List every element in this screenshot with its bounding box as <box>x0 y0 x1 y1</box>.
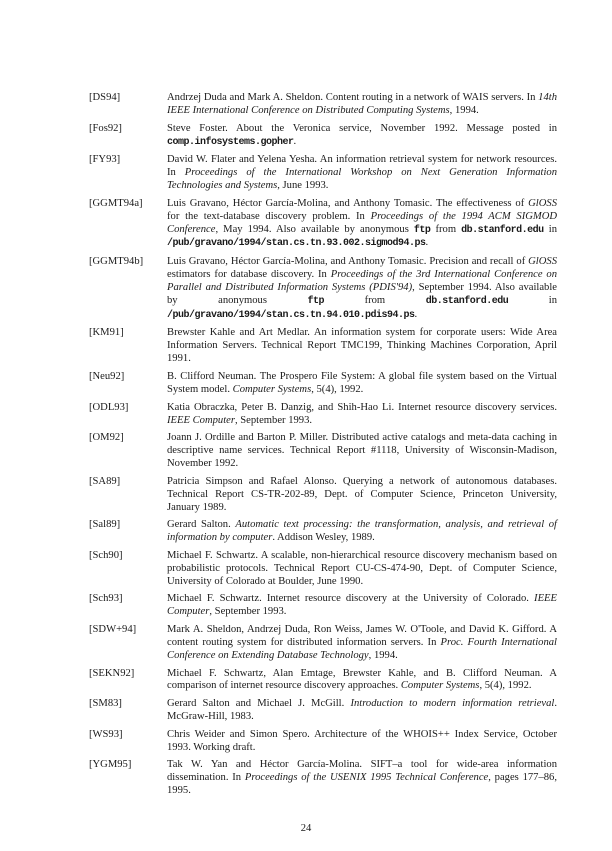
text-segment: Andrzej Duda and Mark A. Sheldon. Content routing in a network of WAIS servers. In <box>167 92 539 103</box>
text-segment: , 1994. <box>449 104 479 116</box>
reference-label: [Neu92] <box>89 371 125 382</box>
reference-entry <box>89 154 557 193</box>
reference-label: [FY93] <box>89 154 121 166</box>
italic-text: Proceedings of the International Workshop on Next Generation Information Technologies and Systems <box>167 167 557 192</box>
reference-text <box>167 402 557 428</box>
reference-label: [GGMT94a] <box>89 197 143 209</box>
reference-text <box>167 668 557 694</box>
reference-text <box>167 92 557 118</box>
reference-entry <box>89 550 557 589</box>
italic-text: IEEE Computer <box>167 593 557 618</box>
text-segment: Steve Foster. About the Veronica service, November 1992. Message posted in <box>167 122 557 134</box>
text-segment: , September 1993. <box>209 606 287 618</box>
reference-text <box>167 729 557 755</box>
italic-text: GlOSS <box>528 197 557 209</box>
text-segment: Michael F. Schwartz. A scalable, non-hierarchical resource discovery mechanism based on probabilistic protocols. Technical Report CU-CS-474-90, Dept. of Computer Science, University of Colorado at Boulder, June 1990. <box>167 549 557 587</box>
reference-entry <box>89 256 557 323</box>
reference-label: [WS93] <box>89 728 123 740</box>
reference-label: [SEKN92] <box>89 667 135 679</box>
italic-text: Introduction to modern information retrieval <box>350 698 555 710</box>
monospace-text: /pub/gravano/1994/stan.cs.tn.94.010.pdis94.ps <box>167 309 415 321</box>
text-segment: Luis Gravano, Héctor García-Molina, and Anthony Tomasic. The effectiveness of <box>167 197 529 209</box>
text-segment: Joann J. Ordille and Barton P. Miller. Distributed active catalogs and meta-data caching in descriptive name services. Technical Report #1118, University of Wisconsin-Madison, November 1992. <box>167 432 557 470</box>
reference-label: [SM83] <box>89 698 122 710</box>
reference-text <box>167 624 557 663</box>
reference-text <box>167 371 557 397</box>
text-segment: . McGraw-Hill, 1983. <box>167 698 557 723</box>
reference-label: [GGMT94b] <box>89 256 144 268</box>
italic-text: Computer Systems <box>232 383 312 395</box>
text-segment: Michael F. Schwartz, Alan Emtage, Brewster Kahle, and B. Clifford Neuman. A comparison of internet resource discovery approaches. <box>167 667 557 692</box>
text-segment: estimators for database discovery. In <box>167 269 331 281</box>
reference-entry <box>89 432 557 471</box>
references-list <box>89 92 557 798</box>
reference-text <box>167 123 557 150</box>
text-segment: , May 1994. Also available by anonymous <box>215 223 414 235</box>
reference-text <box>167 432 557 471</box>
reference-label: [Fos92] <box>89 122 122 134</box>
reference-text <box>167 198 557 252</box>
reference-entry <box>89 519 557 545</box>
monospace-text: ftp <box>307 295 325 307</box>
text-segment: Patricia Simpson and Rafael Alonso. Querying a network of autonomous databases. Technical Report CS-TR-202-89, Dept. of Computer Science, Princeton University, January 1989. <box>167 475 557 513</box>
monospace-text: db.stanford.edu <box>461 224 544 236</box>
italic-text: Proceedings of the USENIX 1995 Technical Conference <box>244 772 489 784</box>
reference-label: [Sch93] <box>89 593 123 605</box>
text-segment: . <box>414 308 418 320</box>
reference-entry <box>89 624 557 663</box>
text-segment: from <box>324 294 426 306</box>
reference-entry <box>89 759 557 798</box>
reference-text <box>167 256 557 323</box>
reference-text <box>167 154 557 193</box>
text-segment: , 5(4), 1992. <box>311 383 364 395</box>
reference-text <box>167 698 557 724</box>
reference-entry <box>89 668 557 694</box>
italic-text: Computer Systems <box>400 680 480 692</box>
reference-entry <box>89 698 557 724</box>
reference-entry <box>89 729 557 755</box>
reference-label: [OM92] <box>89 432 124 444</box>
italic-text: GlOSS <box>528 256 557 268</box>
text-segment: Luis Gravano, Héctor García-Molina, and Anthony Tomasic. Precision and recall of <box>167 256 529 268</box>
text-segment: from <box>430 223 462 235</box>
text-segment: for the text-database discovery problem. In <box>167 210 371 222</box>
text-segment: . Addison Wesley, 1989. <box>272 532 375 544</box>
text-segment: , September 1994. Also available by anonymous <box>167 281 557 306</box>
text-segment: Tak W. Yan and Héctor García-Molina. SIFT–a tool for wide-area information dissemination. In <box>167 759 557 784</box>
monospace-text: comp.infosystems.gopher <box>167 136 294 148</box>
italic-text: 14th IEEE International Conference on Distributed Computing Systems <box>167 92 557 116</box>
page-number: 24 <box>300 823 312 835</box>
reference-entry <box>89 476 557 515</box>
text-segment: Mark A. Sheldon, Andrzej Duda, Ron Weiss, James W. O'Toole, and David K. Gifford. A content routing system for distributed information servers. In <box>167 623 557 648</box>
reference-label: [DS94] <box>89 92 121 103</box>
reference-entry <box>89 593 557 619</box>
text-segment: in <box>508 294 557 306</box>
text-segment: Gerard Salton and Michael J. McGill. <box>167 698 351 710</box>
text-segment: , pages 177–86, 1995. <box>167 772 557 797</box>
monospace-text: db.stanford.edu <box>425 295 509 307</box>
reference-text <box>167 476 557 515</box>
italic-text: IEEE Computer <box>167 414 235 426</box>
text-segment: Katia Obraczka, Peter B. Danzig, and Shih-Hao Li. Internet resource discovery services. <box>167 401 557 413</box>
reference-label: [ODL93] <box>89 401 129 413</box>
text-segment: , 1994. <box>368 649 398 661</box>
text-segment: Chris Weider and Simon Spero. Architecture of the WHOIS++ Index Service, October 1993. Working draft. <box>167 728 557 753</box>
reference-entry <box>89 92 557 118</box>
text-segment: , June 1993. <box>277 180 329 192</box>
reference-label: [Sal89] <box>89 519 121 531</box>
text-segment: . <box>293 135 297 147</box>
reference-entry <box>89 402 557 428</box>
reference-label: [Sch90] <box>89 549 123 561</box>
italic-text: Automatic text processing: the transformation, analysis, and retrieval of information by computer <box>167 519 558 544</box>
reference-text <box>167 550 557 589</box>
italic-text: Proceedings of the 1994 ACM SIGMOD Conference <box>167 210 557 235</box>
reference-text <box>167 593 557 619</box>
reference-entry <box>89 198 557 252</box>
text-segment: . <box>425 237 429 249</box>
text-segment: , September 1993. <box>234 414 313 426</box>
reference-text <box>167 519 557 545</box>
text-segment: Gerard Salton. <box>167 519 236 531</box>
reference-entry <box>89 123 557 150</box>
reference-text <box>167 759 557 798</box>
monospace-text: /pub/gravano/1994/stan.cs.tn.93.002.sigmod94.ps <box>167 238 426 250</box>
text-segment: , 5(4), 1992. <box>479 680 532 692</box>
monospace-text: ftp <box>413 224 431 236</box>
reference-label: [SA89] <box>89 475 121 487</box>
text-segment: B. Clifford Neuman. The Prospero File System: A global file system based on the Virtual System model. <box>167 371 557 395</box>
reference-entry <box>89 371 557 397</box>
text-segment: David W. Flater and Yelena Yesha. An information retrieval system for network resources. In <box>167 154 557 179</box>
text-segment: Michael F. Schwartz. Internet resource discovery at the University of Colorado. <box>167 593 535 605</box>
reference-label: [SDW+94] <box>89 623 137 635</box>
reference-label: [KM91] <box>89 327 124 339</box>
italic-text: Proceedings of the 3rd International Conference on Parallel and Distributed Information Systems (PDIS'94) <box>167 269 558 293</box>
text-segment: Brewster Kahle and Art Medlar. An information system for corporate users: Wide Area Information Servers. Technical Report TMC199, Thinking Machines Corporation, April 1991. <box>167 327 557 365</box>
reference-label: [YGM95] <box>89 759 132 771</box>
reference-entry <box>89 327 557 366</box>
italic-text: Proc. Fourth International Conference on Extending Database Technology <box>167 636 558 661</box>
reference-text <box>167 327 557 366</box>
text-segment: in <box>543 223 557 235</box>
